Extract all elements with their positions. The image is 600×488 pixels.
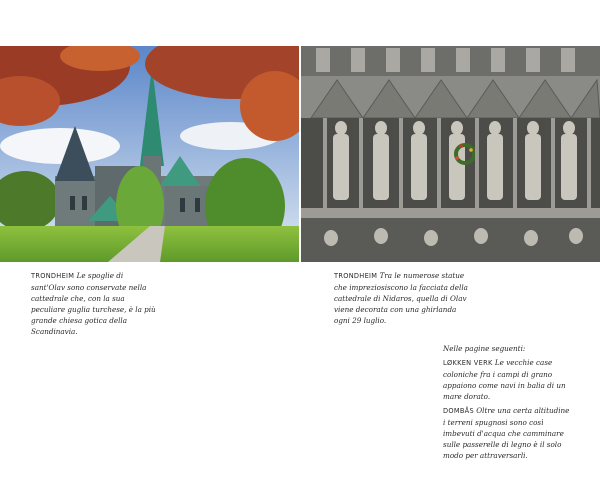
next-pages-heading: Nelle pagine seguenti: [443, 344, 526, 353]
cathedral-facade-statues-photo [301, 46, 600, 262]
next-pages-item-place: DOMBÅS [443, 407, 474, 415]
caption-left-place: TRONDHEIM [31, 272, 75, 280]
next-pages-block [443, 343, 571, 464]
caption-left-text: Le spoglie di sant'Olav sono conservate nella cattedrale che, con la sua peculiare guglia turchese, è la più grande chiesa gotica della Scandinavia. [31, 271, 156, 336]
caption-left [31, 270, 159, 337]
caption-right-text: Tra le numerose statue che impreziosiscono la facciata della cattedrale di Nidaros, quella di Olav viene decorata con una ghirlanda ogni 29 luglio. [334, 271, 468, 325]
next-pages-item-text: Oltre una certa altitudine i terreni spugnosi sono così imbevuti d'acqua che camminare sulle passerelle di legno è il solo modo per attraversarli. [443, 406, 570, 460]
next-pages-item-place: LØKKEN VERK [443, 359, 493, 367]
next-pages-item-text: Le vecchie case coloniche fra i campi di grano appaiono come navi in balia di un mare dorato. [443, 358, 566, 401]
cathedral-exterior-photo [0, 46, 299, 262]
next-pages-item [443, 357, 571, 402]
next-pages-item [443, 405, 571, 461]
caption-right-place: TRONDHEIM [334, 272, 378, 280]
caption-right [334, 270, 474, 326]
